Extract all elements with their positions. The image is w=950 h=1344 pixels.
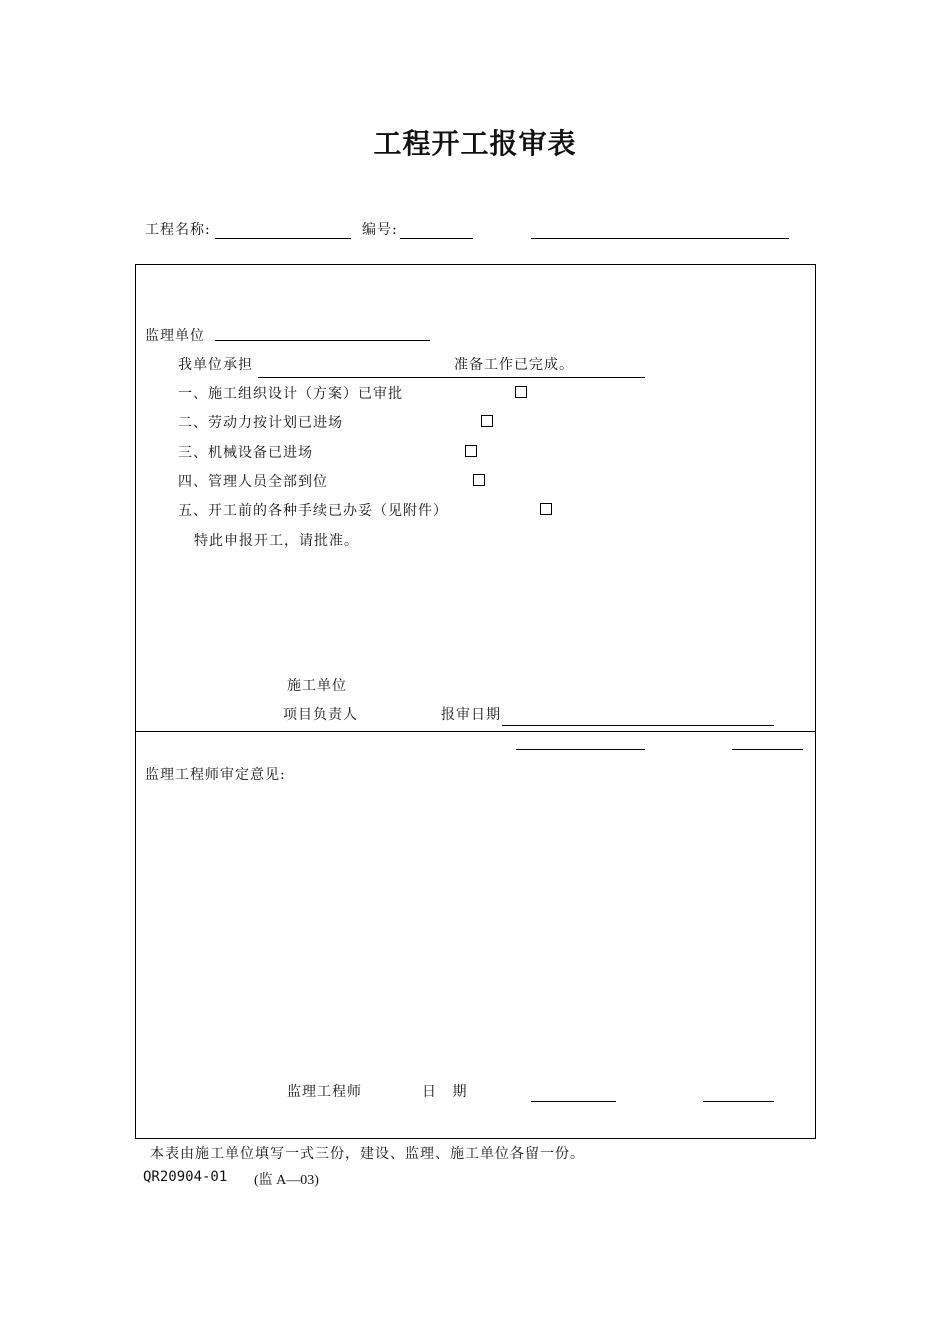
checkbox-1[interactable]: [515, 386, 527, 398]
checkbox-4[interactable]: [473, 474, 485, 486]
project-manager-label: 项目负责人: [283, 707, 358, 723]
undertake-prefix: 我单位承担: [178, 357, 253, 373]
page-title: 工程开工报审表: [373, 127, 577, 160]
checklist-item-4: 四、管理人员全部到位: [178, 474, 328, 490]
checklist-item-1: 一、施工组织设计（方案）已审批: [178, 386, 403, 402]
engineer-label: 监理工程师: [287, 1084, 362, 1100]
checkbox-5[interactable]: [540, 503, 552, 515]
footer-note: 本表由施工单位填写一式三份，建设、监理、施工单位各留一份。: [150, 1146, 585, 1162]
serial-field[interactable]: [400, 238, 473, 239]
undertake-project-field[interactable]: [258, 377, 645, 378]
checkbox-3[interactable]: [465, 445, 477, 457]
project-name-field[interactable]: [215, 238, 351, 239]
form-code-suffix: (监 A—03): [254, 1173, 319, 1188]
supervisor-unit-label: 监理单位: [145, 328, 205, 344]
checklist-item-2: 二、劳动力按计划已进场: [178, 415, 343, 431]
signature-line-left[interactable]: [516, 749, 645, 750]
request-text: 特此申报开工，请批准。: [194, 533, 359, 549]
opinion-label: 监理工程师审定意见:: [145, 767, 286, 783]
checkbox-2[interactable]: [481, 415, 493, 427]
report-date-label: 报审日期: [441, 707, 501, 723]
form-code: QR20904-01: [143, 1169, 228, 1185]
engineer-date-label: 日 期: [422, 1084, 473, 1100]
signature-line-right[interactable]: [732, 749, 803, 750]
serial-extra-field[interactable]: [531, 238, 789, 239]
engineer-signature-field[interactable]: [531, 1101, 616, 1102]
section-divider: [135, 731, 816, 732]
checklist-item-5: 五、开工前的各种手续已办妥（见附件）: [178, 503, 448, 519]
construction-unit-label: 施工单位: [287, 678, 347, 694]
engineer-date-field[interactable]: [703, 1101, 774, 1102]
serial-label: 编号:: [362, 222, 398, 238]
report-date-field[interactable]: [502, 725, 774, 726]
project-name-label: 工程名称:: [145, 222, 211, 238]
checklist-item-3: 三、机械设备已进场: [178, 445, 313, 461]
undertake-suffix: 准备工作已完成。: [454, 357, 574, 373]
supervisor-unit-field[interactable]: [215, 340, 430, 341]
